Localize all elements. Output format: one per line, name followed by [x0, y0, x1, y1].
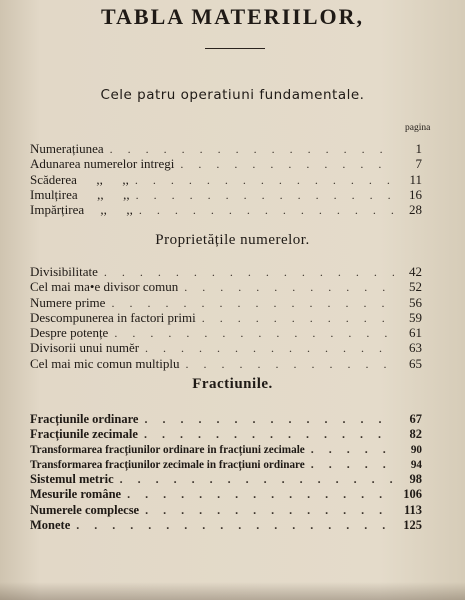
section-entries-number-properties	[30, 264, 422, 371]
entry-page: 56	[409, 294, 422, 310]
entry-label: Sistemul metric	[30, 472, 114, 487]
toc-entry	[30, 442, 422, 457]
toc-entry	[30, 187, 422, 202]
entry-label: Fracțiunile ordinare	[30, 412, 139, 426]
section-title-number-properties: Proprietățile numerelor.	[155, 232, 310, 248]
entry-label: Transformarea fracțiunilor ordinare in fracțiuni zecimale	[30, 444, 305, 457]
entry-page: 11	[409, 171, 422, 187]
toc-entry	[30, 202, 422, 217]
dot-leader	[174, 157, 394, 172]
entry-page: 63	[409, 340, 422, 356]
entry-page: 7	[415, 156, 422, 172]
entry-label: Cel mai mic comun multiplu	[30, 355, 180, 371]
entry-label: Numere prime	[30, 294, 106, 310]
page-title: TABLA MATERIILOR,	[100, 4, 364, 29]
entry-label: Mesurile române	[30, 487, 122, 502]
dot-leader	[104, 142, 394, 157]
entry-label: Divisibilitate	[30, 264, 98, 279]
entry-label: Impărțirea ,, ,,	[30, 202, 133, 218]
toc-entry	[30, 412, 422, 427]
toc-entry	[30, 141, 422, 156]
dot-leader	[114, 472, 394, 487]
entry-label: Despre potențe	[30, 325, 109, 341]
toc-entry	[30, 172, 422, 187]
dot-leader	[138, 412, 394, 427]
entry-page: 42	[409, 264, 422, 279]
toc-entry	[30, 156, 422, 171]
dot-leader	[98, 265, 394, 280]
dot-leader	[108, 326, 394, 341]
entry-label: Adunarea numerelor intregi	[30, 156, 175, 172]
toc-entry	[30, 325, 422, 340]
entry-label: Monete	[30, 517, 71, 532]
dot-leader	[179, 357, 394, 372]
dot-leader	[305, 442, 394, 457]
entry-page: 98	[409, 472, 422, 487]
entry-label: Numerele complecse	[30, 502, 140, 517]
section-title-fractions: Fractiunile.	[192, 376, 273, 392]
toc-entry	[30, 340, 422, 355]
dot-leader	[130, 188, 394, 203]
toc-entry	[30, 472, 422, 487]
section-entries-fundamental-operations	[30, 141, 422, 217]
dot-leader	[139, 341, 394, 356]
entry-page: 59	[409, 309, 422, 325]
entry-page: 106	[403, 487, 422, 502]
entry-label: Transformarea fracțiunilor zecimale in fracțiuni ordinare	[30, 459, 305, 472]
dot-leader	[133, 203, 394, 218]
toc-entry	[30, 264, 422, 279]
toc-entry	[30, 487, 422, 502]
entry-label: Imulțirea ,, ,,	[30, 186, 130, 202]
entry-page: 82	[409, 427, 422, 442]
entry-page: 67	[409, 412, 422, 426]
dot-leader	[105, 296, 394, 311]
toc-entry	[30, 503, 422, 518]
dot-leader	[121, 487, 394, 502]
toc-entry	[30, 356, 422, 371]
toc-entry	[30, 427, 422, 442]
page-column-header: pagina	[405, 123, 431, 133]
entry-label: Divisorii unui numĕr	[30, 340, 140, 356]
entry-label: Scăderea ,, ,,	[30, 171, 129, 187]
toc-entry	[30, 295, 422, 310]
title-divider	[205, 48, 265, 49]
dot-leader	[70, 518, 394, 533]
toc-entry	[30, 279, 422, 294]
entry-label: Fracțiunile zecimale	[30, 427, 138, 442]
entry-page: 52	[409, 279, 422, 295]
dot-leader	[305, 457, 394, 472]
entry-page: 61	[409, 325, 422, 341]
entry-label: Cel mai ma•e divisor comun	[30, 279, 179, 295]
dot-leader	[138, 427, 394, 442]
section-title-fundamental-operations: Cele patru operatiuni fundamentale.	[100, 87, 365, 103]
dot-leader	[129, 173, 394, 188]
toc-entry	[30, 518, 422, 533]
entry-page: 65	[409, 355, 422, 371]
entry-page: 1	[415, 141, 422, 156]
entry-page: 90	[410, 444, 422, 457]
entry-label: Descompunerea in factori primi	[30, 309, 196, 325]
page-bottom-edge	[0, 582, 465, 600]
entry-page: 113	[403, 502, 422, 517]
entry-page: 28	[409, 202, 422, 218]
entry-page: 94	[410, 459, 422, 472]
toc-entry	[30, 457, 422, 472]
dot-leader	[196, 311, 394, 326]
toc-entry	[30, 310, 422, 325]
entry-page: 125	[403, 517, 422, 532]
entry-label: Numerațiunea	[30, 141, 104, 156]
entry-page: 16	[409, 186, 422, 202]
dot-leader	[139, 503, 394, 518]
dot-leader	[178, 280, 394, 295]
section-entries-fractions	[30, 412, 422, 533]
